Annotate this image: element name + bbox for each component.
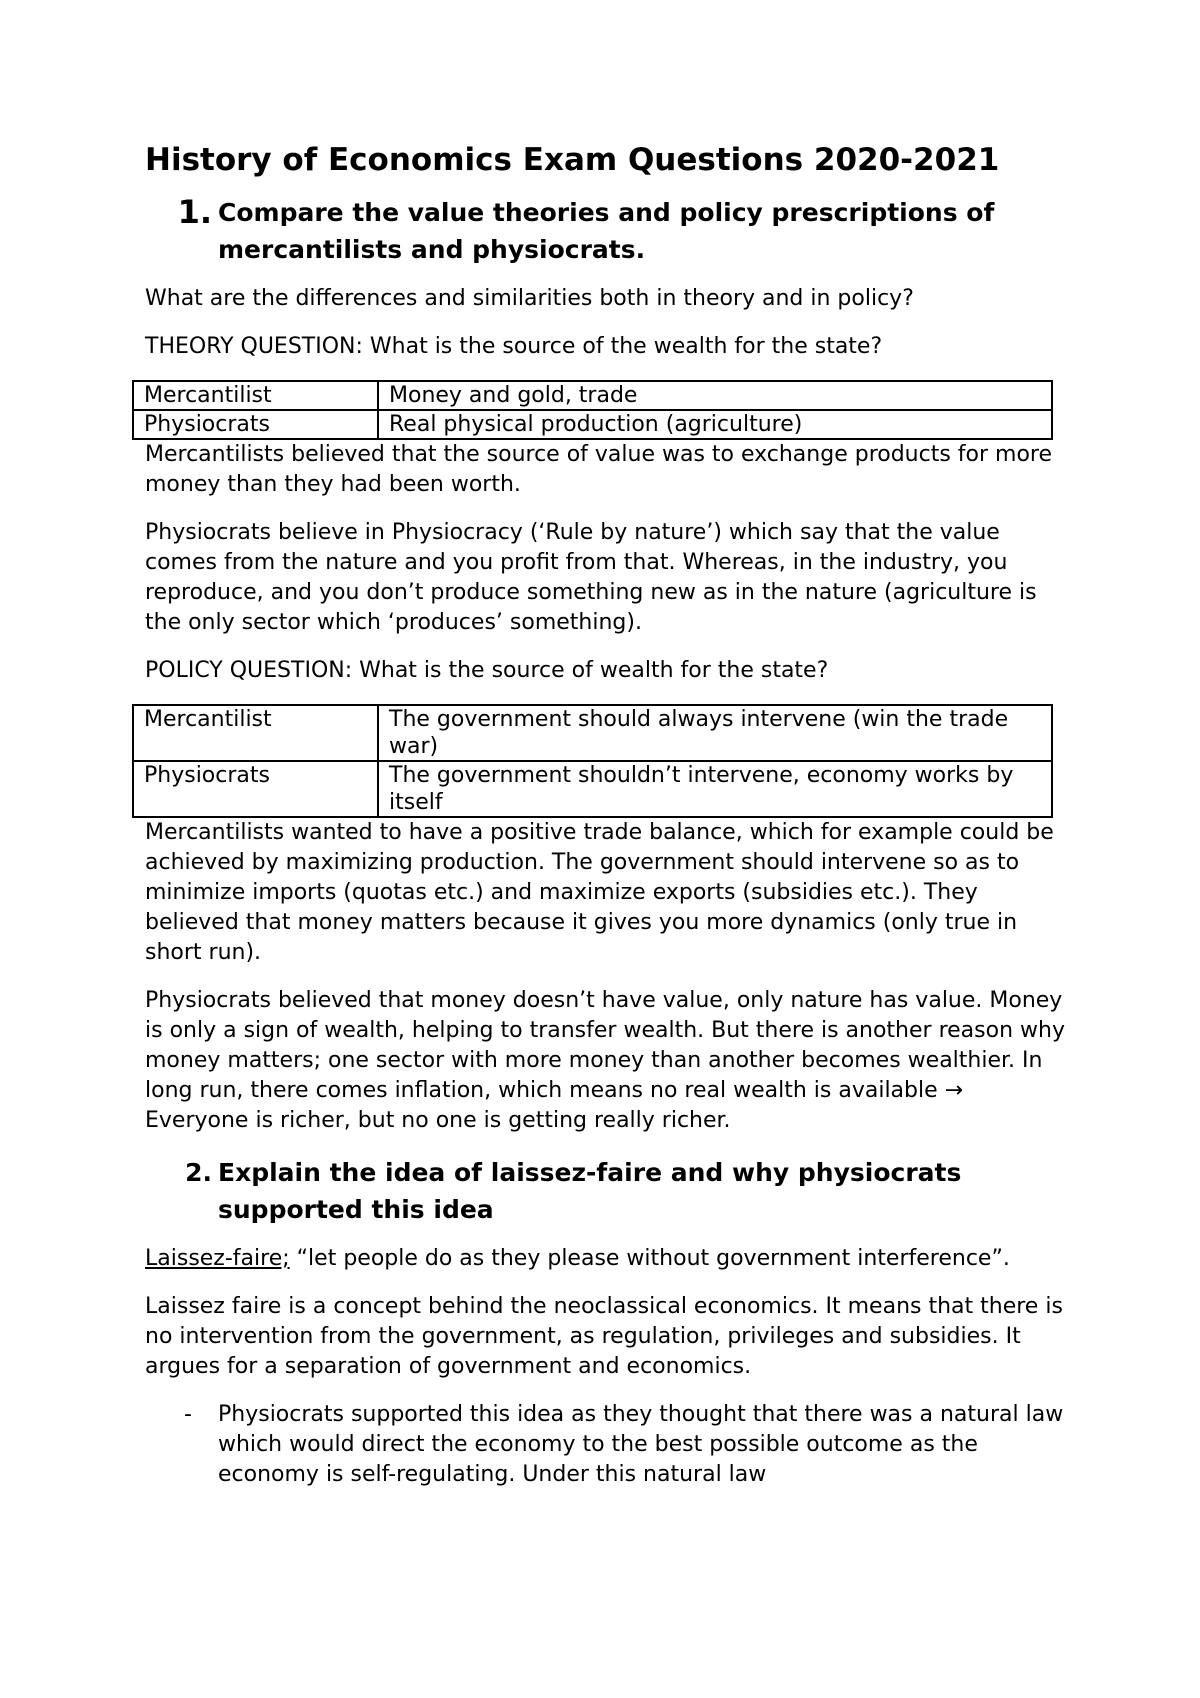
document-page (145, 140, 1065, 1490)
policy-question: POLICY QUESTION: What is the source of wealth for the state? (145, 658, 829, 683)
table-row (133, 761, 1052, 817)
bullet-marker: - (184, 1402, 192, 1427)
q1-intro: What are the differences and similarities both in theory and in policy? (145, 286, 914, 311)
definition-text: “let people do as they please without government interference”. (289, 1246, 1010, 1271)
document-title: History of Economics Exam Questions 2020-2021 (145, 142, 1000, 178)
policy-table (132, 704, 1053, 818)
table-cell: Mercantilist (133, 705, 378, 761)
table-cell: Real physical production (agriculture) (378, 410, 1052, 439)
question-text: Explain the idea of laissez-faire and why physiocrats supported this idea (218, 1158, 962, 1224)
table-cell: Money and gold, trade (378, 381, 1052, 410)
question-2-heading (145, 1154, 1065, 1228)
policy-paragraph-mercantilists: Mercantilists wanted to have a positive trade balance, which for example could be achieved by maximizing production. The government should intervene so as to minimize imports (quotas etc.) and maximize exports (subsidies etc.). They believed that money matters because it gives you more dynamics (only true in short run). (145, 820, 1054, 965)
laissez-faire-paragraph: Laissez faire is a concept behind the neoclassical economics. It means that there is no intervention from the government, as regulation, privileges and subsidies. It argues for a separation of government and economics. (145, 1294, 1063, 1379)
theory-paragraph-physiocrats: Physiocrats believe in Physiocracy (‘Rule by nature’) which say that the value comes from the nature and you profit from that. Whereas, in the industry, you reproduce, and you don’t produce something new as in the nature (agriculture is the only sector which ‘produces’ something). (145, 520, 1037, 635)
table-row (133, 410, 1052, 439)
table-row (133, 381, 1052, 410)
question-number: 1. (177, 193, 212, 231)
bullet-text: Physiocrats supported this idea as they thought that there was a natural law which would direct the economy to the best possible outcome as the economy is self-regulating. Under this natural law (218, 1402, 1064, 1487)
table-cell: The government should always intervene (win the trade war) (378, 705, 1052, 761)
question-text: Compare the value theories and policy prescriptions of mercantilists and physiocrats. (218, 198, 995, 264)
table-row (133, 705, 1052, 761)
theory-question: THEORY QUESTION: What is the source of the wealth for the state? (145, 334, 883, 359)
laissez-faire-definition (145, 1244, 1065, 1274)
definition-term: Laissez-faire; (145, 1246, 290, 1271)
table-cell: Physiocrats (133, 761, 378, 817)
table-cell: The government shouldn’t intervene, economy works by itself (378, 761, 1052, 817)
table-cell: Physiocrats (133, 410, 378, 439)
list-item (145, 1400, 1065, 1490)
theory-paragraph-mercantilists: Mercantilists believed that the source of value was to exchange products for more money than they had been worth. (145, 442, 1053, 497)
policy-paragraph-physiocrats: Physiocrats believed that money doesn’t have value, only nature has value. Money is only a sign of wealth, helping to transfer wealth. But there is another reason why money matters; one sector with more money than another becomes wealthier. In long run, there comes inflation, which means no real wealth is available → Everyone is richer, but no one is getting really richer. (145, 988, 1065, 1133)
table-cell: Mercantilist (133, 381, 378, 410)
theory-table (132, 380, 1053, 440)
question-1-heading (145, 194, 1065, 268)
question-number: 2. (185, 1158, 212, 1187)
